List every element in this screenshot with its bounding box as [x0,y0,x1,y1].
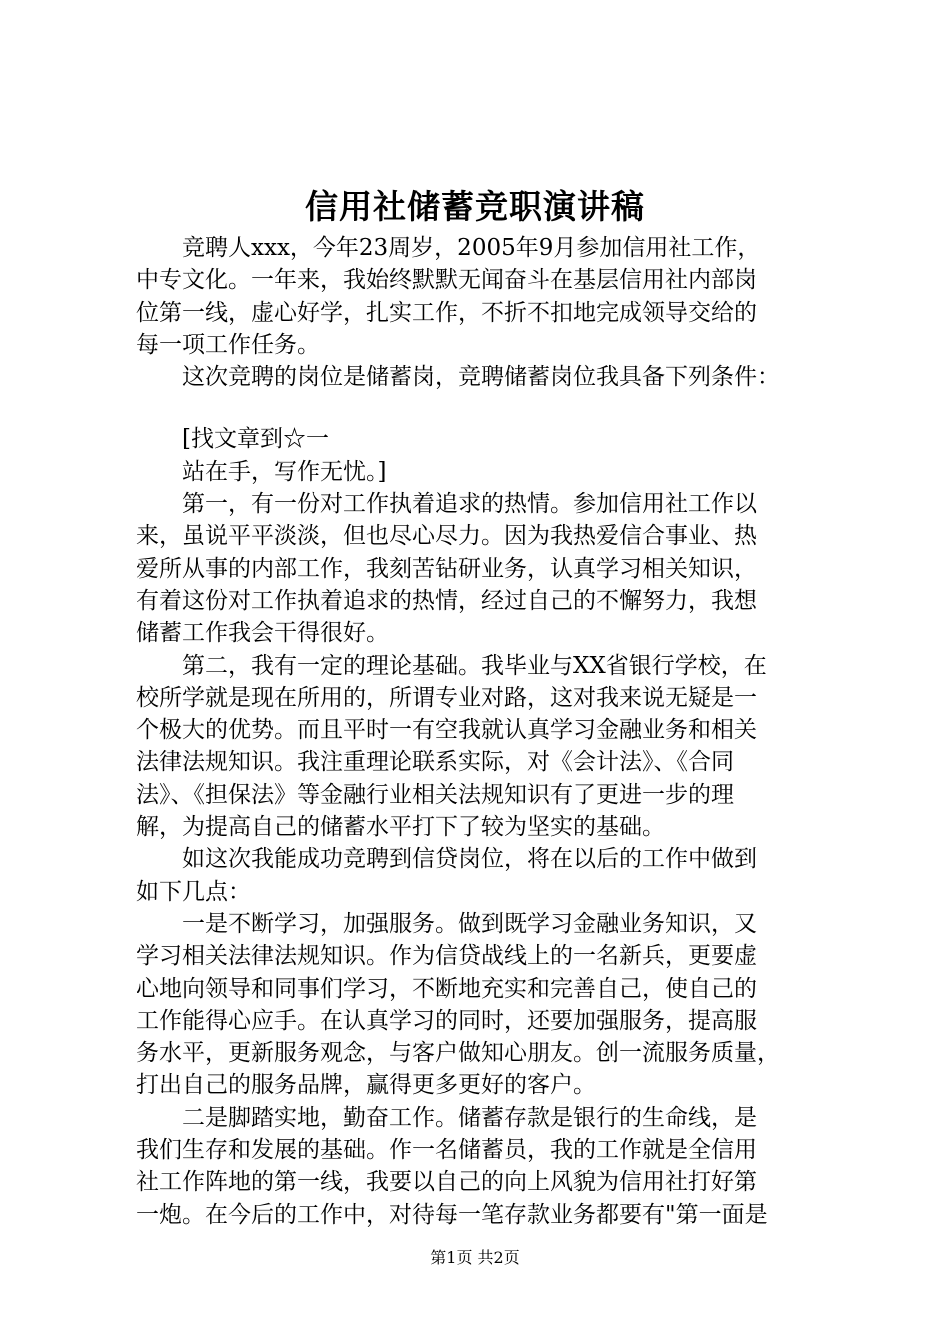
text-line: 法》、《担保法》等金融行业相关法规知识有了更进一步的理 [136,781,734,808]
text-line: 第二，我有一定的理论基础。我毕业与XX省银行学校，在 [182,652,767,679]
text-line: 爱所从事的内部工作，我刻苦钻研业务，认真学习相关知识， [136,555,757,582]
text-line: 第一，有一份对工作执着追求的热情。参加信用社工作以 [182,491,757,518]
page-number-footer: 第1页 共2页 [430,1248,520,1267]
document-title: 信用社储蓄竞职演讲稿 [305,187,645,226]
text-line: 我们生存和发展的基础。作一名储蓄员，我的工作就是全信用 [136,1137,757,1164]
text-line: 中专文化。一年来，我始终默默无闻奋斗在基层信用社内部岗 [136,267,757,294]
text-line: 如下几点： [136,878,251,905]
text-line: 二是脚踏实地，勤奋工作。储蓄存款是银行的生命线，是 [182,1104,757,1131]
text-line: 打出自己的服务品牌，赢得更多更好的客户。 [136,1072,596,1099]
text-line: [找文章到☆一 [182,426,329,453]
text-line: 务水平，更新服务观念，与客户做知心朋友。创一流服务质量， [136,1040,780,1067]
text-line: 储蓄工作我会干得很好。 [136,620,389,647]
text-line: 心地向领导和同事们学习，不断地充实和完善自己，使自己的 [136,975,757,1002]
paragraph [136,361,836,393]
text-line: 这次竞聘的岗位是储蓄岗，竞聘储蓄岗位我具备下列条件： [182,364,780,391]
paragraph [136,1102,836,1231]
text-line: 社工作阵地的第一线，我要以自己的向上风貌为信用社打好第 [136,1169,757,1196]
text-line: 每一项工作任务。 [136,331,320,358]
source-note [136,423,836,455]
text-line: 如这次我能成功竞聘到信贷岗位，将在以后的工作中做到 [182,846,757,873]
text-line: 法律法规知识。我注重理论联系实际，对《会计法》、《合同 [136,749,734,776]
paragraph [136,488,836,649]
paragraph [136,843,836,908]
document-body [136,232,836,1231]
text-line: 解，为提高自己的储蓄水平打下了较为坚实的基础。 [136,814,665,841]
text-line: 站在手，写作无忧。] [182,458,387,485]
text-line: 位第一线，虚心好学，扎实工作，不折不扣地完成领导交给的 [136,299,757,326]
text-line: 校所学就是现在所用的，所谓专业对路，这对我来说无疑是一 [136,684,757,711]
paragraph [136,232,836,361]
text-line: 个极大的优势。而且平时一有空我就认真学习金融业务和相关 [136,717,757,744]
text-line: 工作能得心应手。在认真学习的同时，还要加强服务，提高服 [136,1007,757,1034]
text-line: 来，虽说平平淡淡，但也尽心尽力。因为我热爱信合事业、热 [136,523,757,550]
text-line: 有着这份对工作执着追求的热情，经过自己的不懈努力，我想 [136,587,757,614]
text-line: 学习相关法律法规知识。作为信贷战线上的一名新兵，更要虚 [136,943,757,970]
paragraph [136,908,836,1102]
paragraph-gap [136,393,836,423]
text-line: 一是不断学习，加强服务。做到既学习金融业务知识，又 [182,910,757,937]
text-line: 竞聘人xxx，今年23周岁，2005年9月参加信用社工作， [182,235,761,261]
source-note [136,456,836,488]
paragraph [136,650,836,844]
text-line: 一炮。在今后的工作中，对待每一笔存款业务都要有"第一面是 [136,1201,768,1228]
